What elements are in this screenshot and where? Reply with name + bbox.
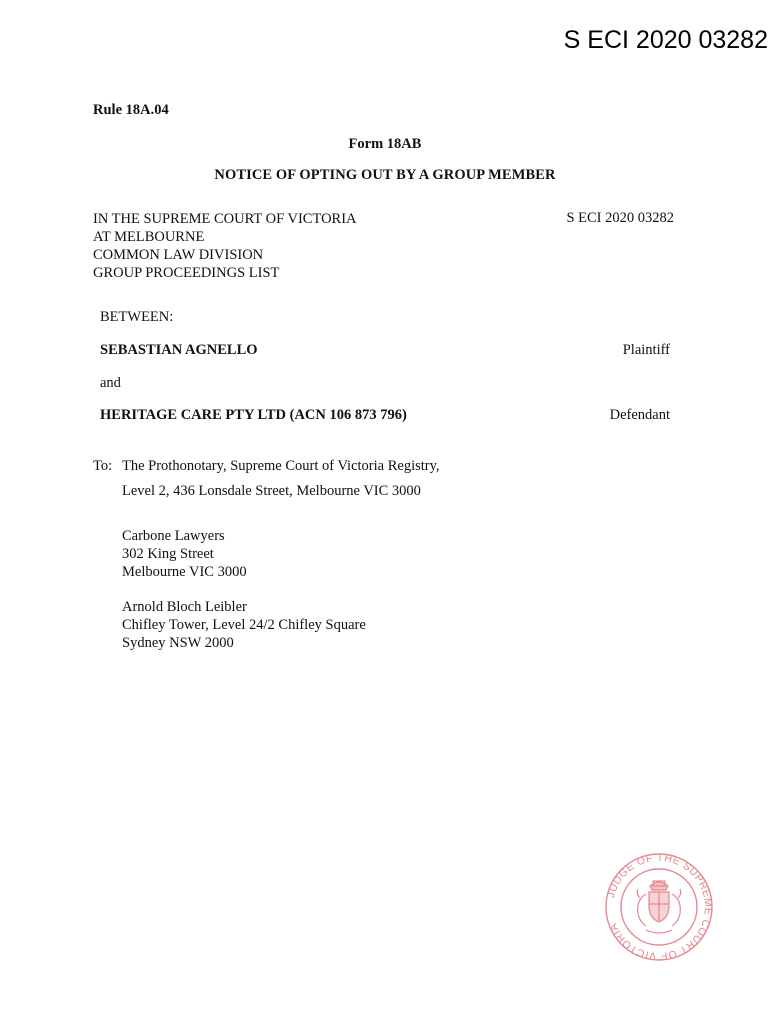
defendant-role: Defendant xyxy=(609,407,670,423)
rule-number: Rule 18A.04 xyxy=(93,102,169,118)
address-line: Sydney NSW 2000 xyxy=(122,635,234,651)
registry-address-line: The Prothonotary, Supreme Court of Victoria Registry, xyxy=(122,458,440,474)
coat-of-arms-icon xyxy=(637,881,680,933)
address-line: 302 King Street xyxy=(122,546,214,562)
between-label: BETWEEN: xyxy=(100,309,174,325)
seal-text: JUDGE OF THE SUPREME COURT OF VICTORIA xyxy=(604,852,715,962)
form-number: Form 18AB xyxy=(348,136,422,152)
court-line: GROUP PROCEEDINGS LIST xyxy=(93,265,280,281)
address-line: Carbone Lawyers xyxy=(122,528,225,544)
and-label: and xyxy=(100,375,121,391)
court-line: COMMON LAW DIVISION xyxy=(93,247,264,263)
arnold-bloch-leibler-address xyxy=(122,598,366,652)
form-title: NOTICE OF OPTING OUT BY A GROUP MEMBER xyxy=(214,167,556,183)
court-seal-stamp xyxy=(600,852,718,962)
defendant-name: HERITAGE CARE PTY LTD (ACN 106 873 796) xyxy=(100,407,407,423)
address-line: Chifley Tower, Level 24/2 Chifley Square xyxy=(122,617,366,633)
court-line: IN THE SUPREME COURT OF VICTORIA xyxy=(93,211,357,227)
carbone-lawyers-address xyxy=(122,527,247,581)
registry-address-line: Level 2, 436 Lonsdale Street, Melbourne VIC 3000 xyxy=(122,483,421,499)
court-line: AT MELBOURNE xyxy=(93,229,205,245)
header-case-number: S ECI 2020 03282 xyxy=(563,26,768,54)
plaintiff-role: Plaintiff xyxy=(622,342,670,358)
to-label: To: xyxy=(93,458,113,474)
address-line: Melbourne VIC 3000 xyxy=(122,564,247,580)
court-case-number: S ECI 2020 03282 xyxy=(566,210,674,226)
plaintiff-name: SEBASTIAN AGNELLO xyxy=(100,342,258,358)
address-line: Arnold Bloch Leibler xyxy=(122,599,247,615)
court-heading xyxy=(93,210,357,282)
